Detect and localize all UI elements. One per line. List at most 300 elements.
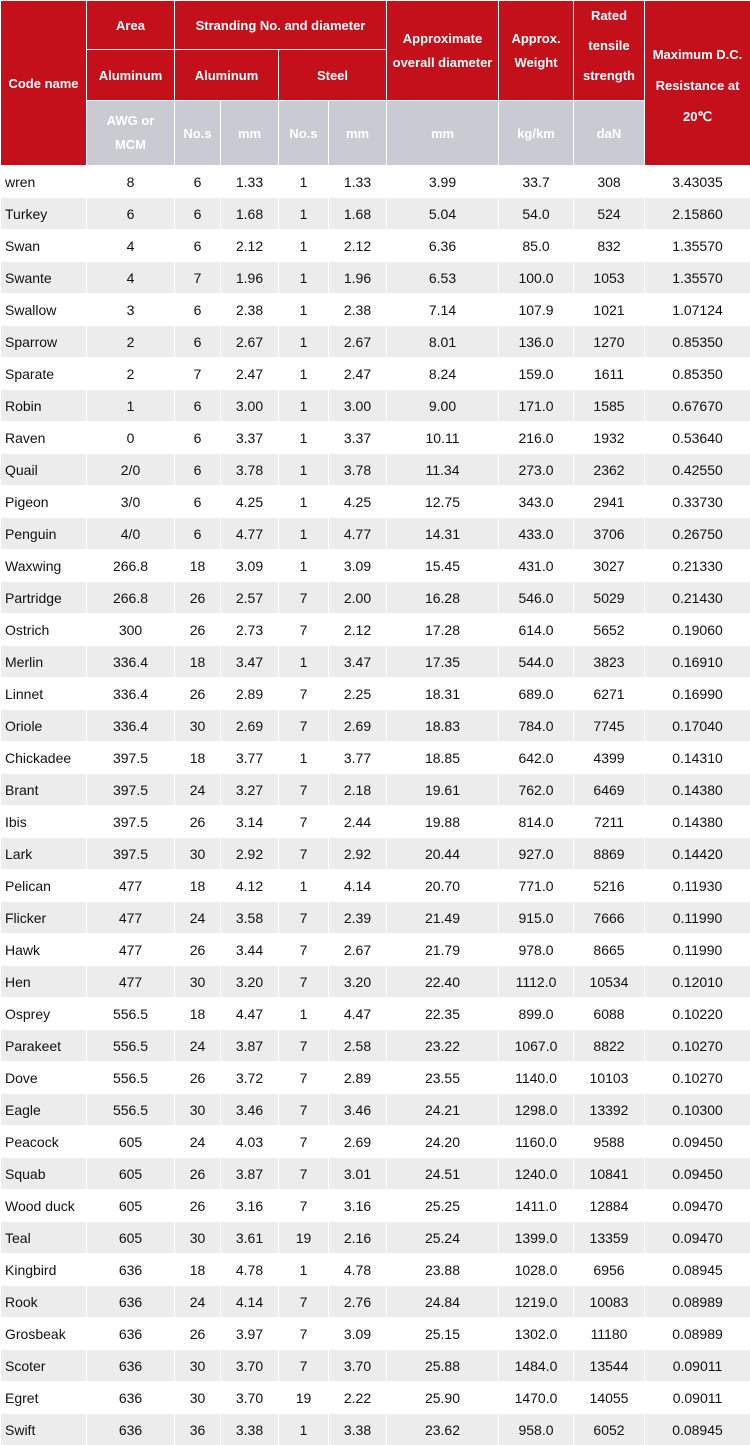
- code-name-cell: Ibis: [1, 806, 87, 838]
- table-cell: 54.0: [499, 198, 574, 230]
- table-cell: 6: [175, 486, 221, 518]
- table-cell: 30: [175, 966, 221, 998]
- table-cell: 20.70: [387, 870, 499, 902]
- table-cell: 6: [175, 294, 221, 326]
- table-cell: 336.4: [87, 710, 175, 742]
- table-cell: 3.46: [221, 1094, 279, 1126]
- table-cell: 7: [279, 934, 329, 966]
- table-cell: 0.08989: [645, 1286, 750, 1318]
- table-cell: 556.5: [87, 1030, 175, 1062]
- table-cell: 273.0: [499, 454, 574, 486]
- code-name-cell: Swante: [1, 262, 87, 294]
- table-cell: 3.20: [221, 966, 279, 998]
- table-cell: 605: [87, 1158, 175, 1190]
- table-cell: 11180: [574, 1318, 645, 1350]
- table-cell: 2.76: [329, 1286, 387, 1318]
- table-cell: 3.20: [329, 966, 387, 998]
- table-cell: 556.5: [87, 998, 175, 1030]
- table-cell: 26: [175, 1318, 221, 1350]
- header-approx-diameter-line1: Approximate: [387, 27, 498, 51]
- table-cell: 636: [87, 1382, 175, 1414]
- table-cell: 978.0: [499, 934, 574, 966]
- table-cell: 927.0: [499, 838, 574, 870]
- table-row: [1, 582, 750, 614]
- table-cell: 8: [87, 166, 175, 198]
- table-cell: 26: [175, 614, 221, 646]
- table-cell: 0.08945: [645, 1414, 750, 1445]
- table-cell: 1067.0: [499, 1030, 574, 1062]
- table-row: [1, 806, 750, 838]
- table-cell: 10083: [574, 1286, 645, 1318]
- table-cell: 24.51: [387, 1158, 499, 1190]
- table-cell: 636: [87, 1254, 175, 1286]
- header-approx-weight-line2: Weight: [499, 51, 573, 75]
- table-cell: 26: [175, 582, 221, 614]
- table-cell: 25.15: [387, 1318, 499, 1350]
- table-cell: 5029: [574, 582, 645, 614]
- table-cell: 2.12: [329, 230, 387, 262]
- table-cell: 3.37: [221, 422, 279, 454]
- table-cell: 2.12: [329, 614, 387, 646]
- table-cell: 36: [175, 1414, 221, 1445]
- table-row: [1, 1030, 750, 1062]
- table-row: [1, 1062, 750, 1094]
- table-cell: 14.31: [387, 518, 499, 550]
- table-row: [1, 870, 750, 902]
- code-name-cell: Turkey: [1, 198, 87, 230]
- table-cell: 0.11990: [645, 902, 750, 934]
- table-cell: 1: [279, 262, 329, 294]
- table-row: [1, 1126, 750, 1158]
- table-cell: 30: [175, 1222, 221, 1254]
- table-cell: 3.09: [329, 1318, 387, 1350]
- header-approx-weight-line1: Approx.: [499, 27, 573, 51]
- table-cell: 1: [279, 1254, 329, 1286]
- table-cell: 0.10300: [645, 1094, 750, 1126]
- code-name-cell: Swift: [1, 1414, 87, 1445]
- table-body: [1, 166, 750, 1445]
- table-cell: 24: [175, 774, 221, 806]
- table-cell: 3.38: [221, 1414, 279, 1445]
- table-cell: 266.8: [87, 582, 175, 614]
- code-name-cell: Kingbird: [1, 1254, 87, 1286]
- unit-nos-aluminum: No.s: [175, 101, 221, 166]
- unit-awg-mcm: [87, 101, 175, 166]
- table-cell: 3.00: [221, 390, 279, 422]
- header-area: Area: [87, 1, 175, 50]
- table-cell: 24: [175, 1030, 221, 1062]
- table-cell: 171.0: [499, 390, 574, 422]
- table-row: [1, 486, 750, 518]
- table-cell: 26: [175, 678, 221, 710]
- table-cell: 7: [279, 1094, 329, 1126]
- table-cell: 18: [175, 646, 221, 678]
- table-cell: 2.69: [329, 1126, 387, 1158]
- table-row: [1, 1382, 750, 1414]
- table-cell: 22.35: [387, 998, 499, 1030]
- table-cell: 266.8: [87, 550, 175, 582]
- table-cell: 1: [279, 486, 329, 518]
- table-cell: 2.22: [329, 1382, 387, 1414]
- table-cell: 4.12: [221, 870, 279, 902]
- table-cell: 1: [279, 998, 329, 1030]
- table-cell: 1: [279, 870, 329, 902]
- table-cell: 1411.0: [499, 1190, 574, 1222]
- table-cell: 2.38: [221, 294, 279, 326]
- code-name-cell: Ostrich: [1, 614, 87, 646]
- table-cell: 3.70: [221, 1350, 279, 1382]
- table-cell: 1160.0: [499, 1126, 574, 1158]
- table-cell: 4.78: [221, 1254, 279, 1286]
- table-cell: 7.14: [387, 294, 499, 326]
- table-row: [1, 710, 750, 742]
- table-cell: 7211: [574, 806, 645, 838]
- table-cell: 0.42550: [645, 454, 750, 486]
- table-cell: 25.25: [387, 1190, 499, 1222]
- table-cell: 0.09470: [645, 1190, 750, 1222]
- unit-weight: kg/km: [499, 101, 574, 166]
- unit-tensile: daN: [574, 101, 645, 166]
- table-cell: 3.16: [221, 1190, 279, 1222]
- table-cell: 0.14310: [645, 742, 750, 774]
- table-cell: 1: [279, 326, 329, 358]
- table-cell: 7: [175, 262, 221, 294]
- code-name-cell: Swan: [1, 230, 87, 262]
- code-name-cell: Wood duck: [1, 1190, 87, 1222]
- table-cell: 7: [279, 678, 329, 710]
- table-cell: 2.47: [221, 358, 279, 390]
- code-name-cell: Sparrow: [1, 326, 87, 358]
- table-cell: 24.84: [387, 1286, 499, 1318]
- table-cell: 19.88: [387, 806, 499, 838]
- table-cell: 30: [175, 1094, 221, 1126]
- table-cell: 605: [87, 1190, 175, 1222]
- header-approx-diameter: [387, 1, 499, 101]
- table-cell: 0.09470: [645, 1222, 750, 1254]
- table-cell: 3027: [574, 550, 645, 582]
- table-cell: 18.85: [387, 742, 499, 774]
- table-cell: 26: [175, 934, 221, 966]
- table-cell: 6: [175, 166, 221, 198]
- table-cell: 1021: [574, 294, 645, 326]
- table-row: [1, 198, 750, 230]
- table-cell: 26: [175, 1062, 221, 1094]
- table-cell: 24: [175, 1126, 221, 1158]
- table-cell: 25.24: [387, 1222, 499, 1254]
- table-cell: 7: [279, 710, 329, 742]
- table-cell: 0.08989: [645, 1318, 750, 1350]
- table-cell: 2.73: [221, 614, 279, 646]
- table-cell: 7: [279, 1062, 329, 1094]
- table-cell: 343.0: [499, 486, 574, 518]
- table-cell: 308: [574, 166, 645, 198]
- table-cell: 3.78: [221, 454, 279, 486]
- table-cell: 7: [279, 582, 329, 614]
- table-cell: 0.11930: [645, 870, 750, 902]
- table-cell: 3.01: [329, 1158, 387, 1190]
- table-cell: 300: [87, 614, 175, 646]
- code-name-cell: Grosbeak: [1, 1318, 87, 1350]
- table-cell: 3.87: [221, 1158, 279, 1190]
- table-cell: 3.09: [221, 550, 279, 582]
- header-approx-weight: [499, 1, 574, 101]
- code-name-cell: Teal: [1, 1222, 87, 1254]
- table-cell: 4.14: [329, 870, 387, 902]
- table-cell: 336.4: [87, 678, 175, 710]
- table-cell: 4.47: [221, 998, 279, 1030]
- table-cell: 6: [175, 518, 221, 550]
- table-cell: 7: [279, 1126, 329, 1158]
- table-row: [1, 774, 750, 806]
- table-cell: 18: [175, 870, 221, 902]
- table-cell: 1399.0: [499, 1222, 574, 1254]
- table-row: [1, 1414, 750, 1445]
- table-cell: 30: [175, 1382, 221, 1414]
- code-name-cell: Pigeon: [1, 486, 87, 518]
- table-cell: 0.10270: [645, 1030, 750, 1062]
- table-cell: 762.0: [499, 774, 574, 806]
- table-cell: 1: [279, 1414, 329, 1445]
- code-name-cell: Pelican: [1, 870, 87, 902]
- table-cell: 1270: [574, 326, 645, 358]
- table-cell: 1219.0: [499, 1286, 574, 1318]
- table-cell: 1.33: [329, 166, 387, 198]
- table-row: [1, 262, 750, 294]
- header-stranding: Stranding No. and diameter: [175, 1, 387, 50]
- table-cell: 0.19060: [645, 614, 750, 646]
- table-cell: 0.10270: [645, 1062, 750, 1094]
- table-cell: 16.28: [387, 582, 499, 614]
- table-cell: 107.9: [499, 294, 574, 326]
- header-code-name: Code name: [1, 1, 87, 166]
- table-cell: 13359: [574, 1222, 645, 1254]
- table-cell: 7: [279, 1158, 329, 1190]
- code-name-cell: Brant: [1, 774, 87, 806]
- table-cell: 6.36: [387, 230, 499, 262]
- table-row: [1, 550, 750, 582]
- table-cell: 4.25: [329, 486, 387, 518]
- table-cell: 3.38: [329, 1414, 387, 1445]
- table-cell: 3.87: [221, 1030, 279, 1062]
- table-row: [1, 1254, 750, 1286]
- header-rated-tensile: [574, 1, 645, 101]
- table-cell: 6.53: [387, 262, 499, 294]
- table-cell: 0.12010: [645, 966, 750, 998]
- header-max-dc-resistance: [645, 1, 750, 166]
- table-cell: 1: [87, 390, 175, 422]
- table-cell: 7: [279, 838, 329, 870]
- header-strand-steel: Steel: [279, 50, 387, 101]
- table-cell: 0.67670: [645, 390, 750, 422]
- table-cell: 0.10220: [645, 998, 750, 1030]
- table-cell: 1: [279, 294, 329, 326]
- table-cell: 6956: [574, 1254, 645, 1286]
- code-name-cell: Sparate: [1, 358, 87, 390]
- table-cell: 5.04: [387, 198, 499, 230]
- table-cell: 2: [87, 358, 175, 390]
- table-cell: 6: [175, 326, 221, 358]
- table-cell: 5216: [574, 870, 645, 902]
- table-cell: 3.70: [221, 1382, 279, 1414]
- table-cell: 12.75: [387, 486, 499, 518]
- table-cell: 24.20: [387, 1126, 499, 1158]
- table-cell: 2.38: [329, 294, 387, 326]
- table-cell: 0.09011: [645, 1350, 750, 1382]
- unit-mm-diameter: mm: [387, 101, 499, 166]
- table-cell: 30: [175, 838, 221, 870]
- table-cell: 7: [279, 1030, 329, 1062]
- table-cell: 899.0: [499, 998, 574, 1030]
- table-cell: 4: [87, 230, 175, 262]
- table-row: [1, 1350, 750, 1382]
- table-row: [1, 390, 750, 422]
- table-cell: 3823: [574, 646, 645, 678]
- table-cell: 13544: [574, 1350, 645, 1382]
- table-cell: 10841: [574, 1158, 645, 1190]
- table-cell: 0.09011: [645, 1382, 750, 1414]
- table-cell: 397.5: [87, 774, 175, 806]
- table-row: [1, 518, 750, 550]
- code-name-cell: Oriole: [1, 710, 87, 742]
- table-cell: 4.77: [221, 518, 279, 550]
- table-cell: 3.37: [329, 422, 387, 454]
- table-cell: 431.0: [499, 550, 574, 582]
- unit-awg-line2: MCM: [87, 133, 174, 157]
- table-cell: 2.39: [329, 902, 387, 934]
- table-cell: 0.21430: [645, 582, 750, 614]
- table-cell: 0.11990: [645, 934, 750, 966]
- code-name-cell: Parakeet: [1, 1030, 87, 1062]
- table-row: [1, 998, 750, 1030]
- code-name-cell: Penguin: [1, 518, 87, 550]
- table-cell: 1: [279, 358, 329, 390]
- code-name-cell: wren: [1, 166, 87, 198]
- table-cell: 7: [175, 358, 221, 390]
- table-cell: 1240.0: [499, 1158, 574, 1190]
- table-cell: 136.0: [499, 326, 574, 358]
- table-cell: 3: [87, 294, 175, 326]
- code-name-cell: Quail: [1, 454, 87, 486]
- code-name-cell: Robin: [1, 390, 87, 422]
- table-cell: 1298.0: [499, 1094, 574, 1126]
- table-cell: 3.78: [329, 454, 387, 486]
- table-cell: 1: [279, 166, 329, 198]
- table-cell: 3.43035: [645, 166, 750, 198]
- table-cell: 771.0: [499, 870, 574, 902]
- code-name-cell: Hen: [1, 966, 87, 998]
- table-cell: 0.85350: [645, 358, 750, 390]
- table-cell: 814.0: [499, 806, 574, 838]
- table-cell: 24: [175, 1286, 221, 1318]
- code-name-cell: Raven: [1, 422, 87, 454]
- table-cell: 2.18: [329, 774, 387, 806]
- code-name-cell: Linnet: [1, 678, 87, 710]
- table-cell: 8822: [574, 1030, 645, 1062]
- table-cell: 7: [279, 1190, 329, 1222]
- table-cell: 1: [279, 454, 329, 486]
- table-cell: 6: [175, 422, 221, 454]
- table-cell: 8665: [574, 934, 645, 966]
- table-cell: 3.27: [221, 774, 279, 806]
- table-cell: 2.12: [221, 230, 279, 262]
- table-cell: 6088: [574, 998, 645, 1030]
- table-cell: 4: [87, 262, 175, 294]
- table-row: [1, 678, 750, 710]
- table-row: [1, 902, 750, 934]
- unit-mm-steel: mm: [329, 101, 387, 166]
- table-cell: 10.11: [387, 422, 499, 454]
- table-cell: 18: [175, 742, 221, 774]
- table-row: [1, 422, 750, 454]
- table-cell: 0.85350: [645, 326, 750, 358]
- table-cell: 15.45: [387, 550, 499, 582]
- table-cell: 1: [279, 646, 329, 678]
- table-cell: 524: [574, 198, 645, 230]
- table-cell: 477: [87, 902, 175, 934]
- code-name-cell: Chickadee: [1, 742, 87, 774]
- table-row: [1, 614, 750, 646]
- unit-awg-line1: AWG or: [87, 109, 174, 133]
- table-cell: 1932: [574, 422, 645, 454]
- table-row: [1, 646, 750, 678]
- table-cell: 0.26750: [645, 518, 750, 550]
- table-cell: 18: [175, 998, 221, 1030]
- table-cell: 25.88: [387, 1350, 499, 1382]
- table-cell: 3.14: [221, 806, 279, 838]
- table-cell: 4.25: [221, 486, 279, 518]
- table-cell: 23.88: [387, 1254, 499, 1286]
- table-row: [1, 742, 750, 774]
- table-cell: 6: [175, 390, 221, 422]
- table-cell: 23.62: [387, 1414, 499, 1445]
- table-cell: 2.67: [329, 934, 387, 966]
- table-cell: 3.77: [221, 742, 279, 774]
- table-row: [1, 454, 750, 486]
- table-cell: 2.15860: [645, 198, 750, 230]
- table-cell: 20.44: [387, 838, 499, 870]
- table-cell: 18: [175, 1254, 221, 1286]
- table-cell: 832: [574, 230, 645, 262]
- table-cell: 1.96: [221, 262, 279, 294]
- code-name-cell: Swallow: [1, 294, 87, 326]
- table-cell: 2.92: [329, 838, 387, 870]
- table-cell: 6: [175, 230, 221, 262]
- table-cell: 2.58: [329, 1030, 387, 1062]
- table-cell: 6: [175, 454, 221, 486]
- table-cell: 0.53640: [645, 422, 750, 454]
- table-cell: 1.96: [329, 262, 387, 294]
- table-cell: 1.35570: [645, 230, 750, 262]
- table-cell: 3.09: [329, 550, 387, 582]
- table-cell: 2.89: [329, 1062, 387, 1094]
- table-cell: 17.28: [387, 614, 499, 646]
- table-cell: 1.68: [221, 198, 279, 230]
- table-cell: 12884: [574, 1190, 645, 1222]
- table-cell: 2.92: [221, 838, 279, 870]
- table-row: [1, 326, 750, 358]
- table-cell: 19.61: [387, 774, 499, 806]
- table-cell: 1.68: [329, 198, 387, 230]
- table-cell: 7: [279, 1350, 329, 1382]
- header-strand-aluminum: Aluminum: [175, 50, 279, 101]
- table-cell: 3.70: [329, 1350, 387, 1382]
- table-cell: 636: [87, 1350, 175, 1382]
- table-cell: 3.99: [387, 166, 499, 198]
- table-cell: 605: [87, 1222, 175, 1254]
- code-name-cell: Hawk: [1, 934, 87, 966]
- table-cell: 1.35570: [645, 262, 750, 294]
- table-cell: 3.97: [221, 1318, 279, 1350]
